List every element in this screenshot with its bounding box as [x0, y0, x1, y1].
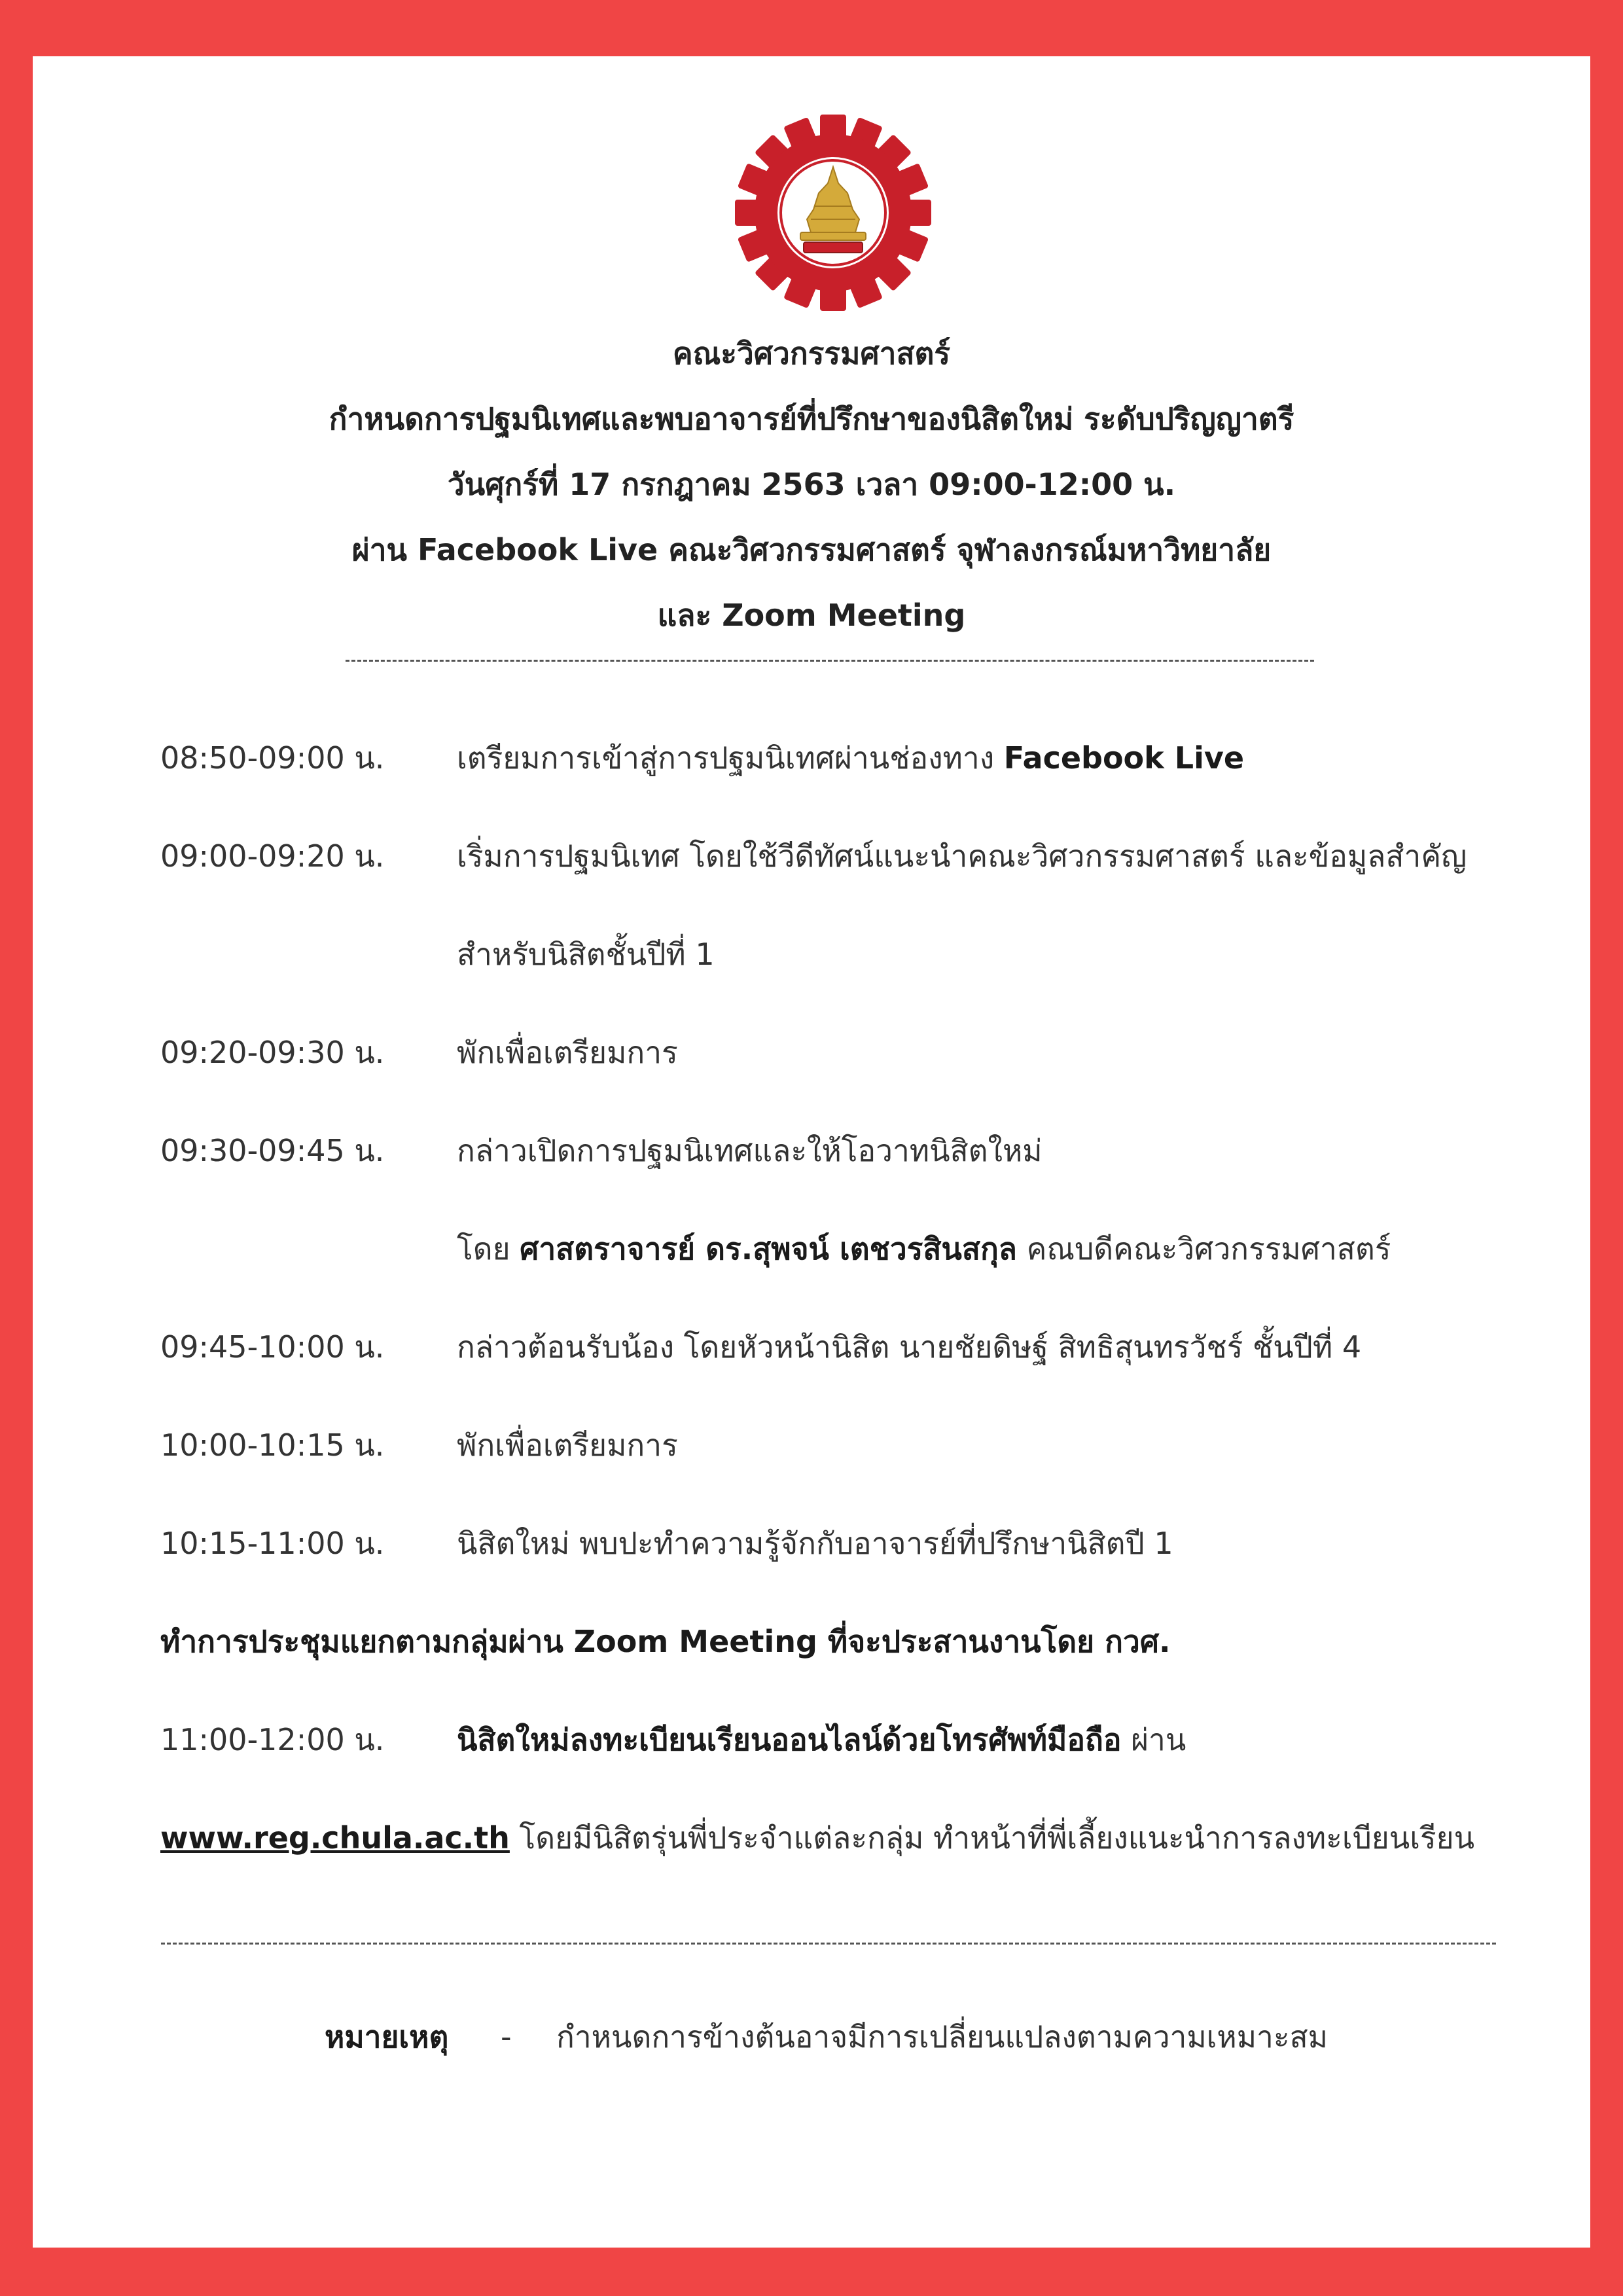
- schedule-time: 09:00-09:20 น.: [160, 838, 385, 874]
- zoom-meeting-note: ทำการประชุมแยกตามกลุ่มผ่าน Zoom Meeting ที่จะประสานงานโดย กวศ.: [160, 1624, 1171, 1659]
- document-page: [33, 56, 1590, 2248]
- schedule-text: เริ่มการปฐมนิเทศ โดยใช้วีดีทัศน์แนะนำคณะวิศวกรรมศาสตร์ และข้อมูลสำคัญ: [457, 838, 1467, 874]
- schedule-time: 09:45-10:00 น.: [160, 1329, 385, 1365]
- header-divider: [346, 660, 1314, 662]
- schedule-time: 10:15-11:00 น.: [160, 1526, 385, 1561]
- note-text: กำหนดการข้างต้นอาจมีการเปลี่ยนแปลงตามความเหมาะสม: [556, 2019, 1328, 2054]
- event-date-time: วันศุกร์ที่ 17 กรกฎาคม 2563 เวลา 09:00-12:00 น.: [447, 467, 1176, 502]
- schedule-time: 11:00-12:00 น.: [160, 1722, 385, 1757]
- schedule-text-cont: สำหรับนิสิตชั้นปีที่ 1: [457, 937, 715, 972]
- faculty-logo-icon: [732, 111, 935, 314]
- note-label: หมายเหตุ: [325, 2019, 449, 2054]
- schedule-text: กล่าวต้อนรับน้อง โดยหัวหน้านิสิต นายชัยดิษฐ์ สิทธิสุนทรวัชร์ ชั้นปีที่ 4: [457, 1329, 1362, 1365]
- event-channel: ผ่าน Facebook Live คณะวิศวกรรมศาสตร์ จุฬาลงกรณ์มหาวิทยาลัย: [351, 532, 1272, 567]
- schedule-text: พักเพื่อเตรียมการ: [457, 1427, 678, 1463]
- schedule-time: 09:30-09:45 น.: [160, 1133, 385, 1168]
- schedule-text: พักเพื่อเตรียมการ: [457, 1035, 678, 1070]
- schedule-speaker: โดย ศาสตราจารย์ ดร.สุพจน์ เตชวรสินสกุล คณบดีคณะวิศวกรรมศาสตร์: [457, 1231, 1391, 1266]
- document-title: กำหนดการปฐมนิเทศและพบอาจารย์ที่ปรึกษาของนิสิตใหม่ ระดับปริญญาตรี: [329, 401, 1294, 437]
- registration-info: www.reg.chula.ac.th โดยมีนิสิตรุ่นพี่ประจำแต่ละกลุ่ม ทำหน้าที่พี่เลี้ยงแนะนำการลงทะเบียนเรียน: [160, 1820, 1475, 1856]
- schedule-text: กล่าวเปิดการปฐมนิเทศและให้โอวาทนิสิตใหม่: [457, 1133, 1043, 1168]
- footer-divider: [161, 1943, 1496, 1945]
- faculty-name: คณะวิศวกรรมศาสตร์: [672, 336, 951, 371]
- schedule-text: เตรียมการเข้าสู่การปฐมนิเทศผ่านช่องทาง Facebook Live: [457, 740, 1245, 776]
- schedule-text: นิสิตใหม่ พบปะทำความรู้จักกับอาจารย์ที่ปรึกษานิสิตปี 1: [457, 1526, 1173, 1561]
- schedule-time: 08:50-09:00 น.: [160, 740, 385, 776]
- schedule-time: 10:00-10:15 น.: [160, 1427, 385, 1463]
- registration-link[interactable]: www.reg.chula.ac.th: [160, 1820, 510, 1856]
- event-channel-zoom: และ Zoom Meeting: [657, 598, 966, 633]
- note-dash: -: [501, 2019, 512, 2054]
- schedule-text: นิสิตใหม่ลงทะเบียนเรียนออนไลน์ด้วยโทรศัพท์มือถือ ผ่าน: [457, 1722, 1186, 1757]
- schedule-time: 09:20-09:30 น.: [160, 1035, 385, 1070]
